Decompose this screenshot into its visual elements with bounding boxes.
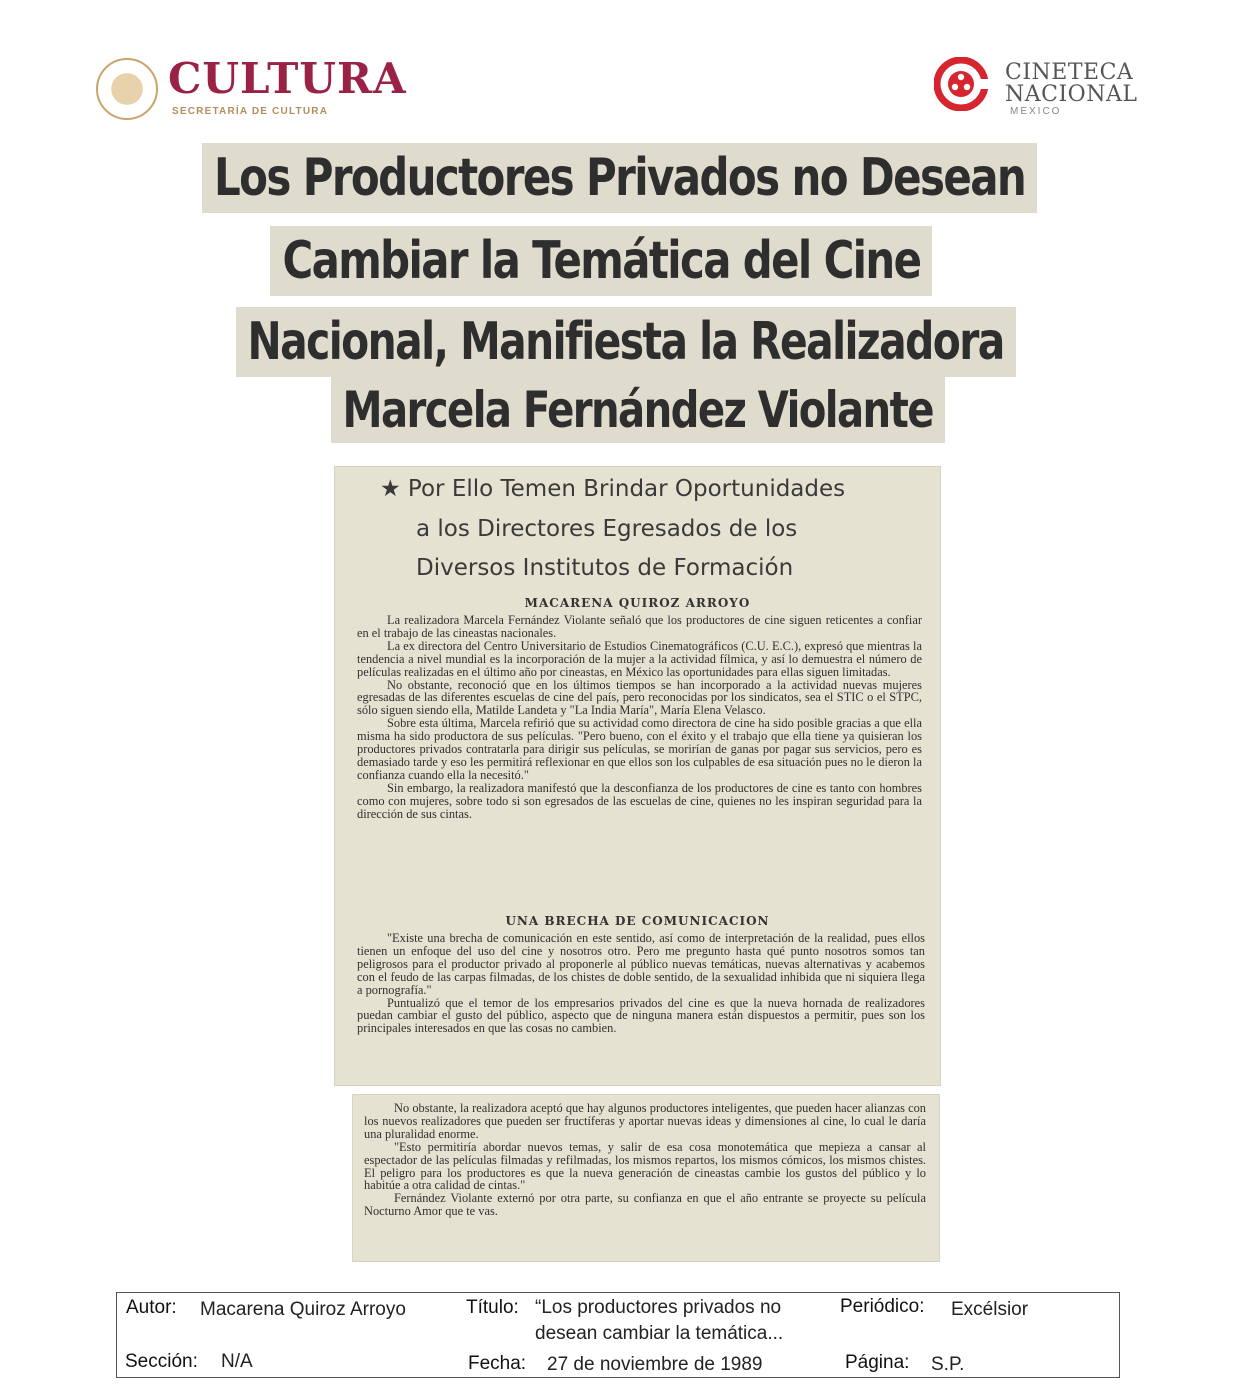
mexico-seal-icon: [96, 58, 158, 120]
cineteca-line2: NACIONAL: [1005, 82, 1138, 107]
titulo-value-line1: “Los productores privados no: [535, 1297, 782, 1318]
cineteca-reel-icon: [934, 57, 988, 111]
cultura-logo-subtitle: SECRETARÍA DE CULTURA: [172, 106, 329, 117]
seccion-value: N/A: [221, 1351, 253, 1372]
cineteca-line1: CINETECA: [1005, 60, 1134, 85]
subhead-line3: Diversos Institutos de Formación: [416, 555, 794, 581]
paragraph: La ex directora del Centro Universitario de Estudios Cinematográficos (C.U. E.C.), expresó que mientras la tendencia a nivel mundial es la incorporación de la mujer a la actividad fílmica, y así lo demuestra el número de películas realizadas en el último año por cineastas, en México las oportunidades para ellas siguen limitadas.: [357, 638, 922, 679]
titulo-value-line2: desean cambiar la temática...: [535, 1323, 784, 1344]
pagina-value: S.P.: [931, 1354, 965, 1375]
paragraph: No obstante, reconoció que en los últimos tiempos se han incorporado a la actividad nuevas mujeres egresadas de las diferentes escuelas de cine del país, pero reconocidas por los sindicatos, sea el STIC o el STPC, sólo siguen siendo ella, Matilde Landeta y "La India María", María Elena Velasco.: [357, 677, 922, 718]
paragraph: Sobre esta última, Marcela refirió que su actividad como directora de cine ha sido posible gracias a que ella misma ha sido productora de sus películas. "Pero bueno, con el éxito y el trabajo que ella tiene ya quisieran los productores privados contratarla para dirigir sus películas, se morirían de ganas por pagar sus servicios, pero es demasiado tarde y eso les permitirá reflexionar en que ellos son los culpables de esa situación pues no le dieron la confianza cuando ella la necesitó.": [357, 716, 922, 782]
paragraph: La realizadora Marcela Fernández Violante señaló que los productores de cine siguen reticentes a confiar en el trabajo de las cineastas nacionales.: [357, 614, 922, 640]
paragraph: Fernández Violante externó por otra parte, su confianza en que el año entrante se proyecte su película Nocturno Amor que te vas.: [364, 1191, 926, 1219]
paragraph: No obstante, la realizadora aceptó que hay algunos productores inteligentes, que pueden hacer alianzas con los nuevos realizadores que pueden ser fructíferas y aportar nuevas ideas y dimensiones al cine, lo cual le daría una pluralidad enorme.: [364, 1102, 926, 1141]
seccion-label: Sección:: [125, 1351, 198, 1372]
autor-value: Macarena Quiroz Arroyo: [200, 1299, 406, 1320]
subhead-line2: a los Directores Egresados de los: [416, 516, 798, 542]
article-byline: MACARENA QUIROZ ARROYO: [524, 596, 751, 610]
paragraph: "Existe una brecha de comunicación en este sentido, así como de interpretación de la realidad, pues ellos tienen un enfoque del uso del cine y nosotros otro. Pero me pregunto hasta qué punto nosotros somos tan peligrosos para el productor privado al proponerle al público nuevas temáticas, nuevas alternativas y acabemos con el feudo de las carpas filmadas, de los chistes de doble sentido, de la sexualidad inhibida que ni siquiera llega a pornografía.": [357, 932, 925, 997]
headline-line3: Nacional, Manifiesta la Realizadora: [236, 307, 1016, 377]
article-body-part1: [357, 614, 922, 914]
section-heading: UNA BRECHA DE COMUNICACION: [505, 914, 770, 928]
paragraph: Sin embargo, la realizadora manifestó que la desconfianza de los productores de cine es tanto con hombres como con mujeres, sobre todo si son egresados de las escuelas de cine, quienes no les inspiran seguridad para la dirección de sus cintas.: [357, 780, 922, 821]
pagina-label: Página:: [845, 1352, 910, 1373]
article-body-part2: [357, 932, 925, 1078]
cineteca-line3: MÉXICO: [1010, 106, 1062, 115]
cineteca-logo-text: [1005, 62, 1137, 106]
article-body-part3: [364, 1102, 926, 1258]
headline-line2: Cambiar la Temática del Cine: [270, 226, 932, 296]
periodico-label: Periódico:: [840, 1296, 925, 1317]
fecha-value: 27 de noviembre de 1989: [547, 1354, 763, 1375]
fecha-label: Fecha:: [468, 1353, 527, 1374]
headline-line4: Marcela Fernández Violante: [331, 377, 945, 443]
periodico-value: Excélsior: [951, 1299, 1029, 1320]
titulo-label: Título:: [466, 1297, 519, 1318]
autor-label: Autor:: [126, 1297, 177, 1318]
headline-line1: Los Productores Privados no Desean: [202, 143, 1037, 213]
subhead-line1: ★ Por Ello Temen Brindar Oportunidades: [380, 476, 846, 502]
cultura-logo-title: CULTURA: [168, 54, 407, 103]
paragraph: Puntualizó que el temor de los empresarios privados del cine es que la nueva hornada de realizadores puedan cambiar el gusto del público, aspecto que de ninguna manera están dispuestos a permitir, pues son los principales interesados en que las cosas no cambien.: [357, 995, 925, 1036]
paragraph: "Esto permitiría abordar nuevos temas, y salir de esa cosa monotemática que mepieza a cansar al espectador de las películas filmadas y refilmadas, los mismos repartos, los mismos cómicos, los mismos chistes. El peligro para los productores es que la nueva generación de cineastas cambie los gustos del público y lo habitúe a otra calidad de cintas.": [364, 1139, 926, 1193]
